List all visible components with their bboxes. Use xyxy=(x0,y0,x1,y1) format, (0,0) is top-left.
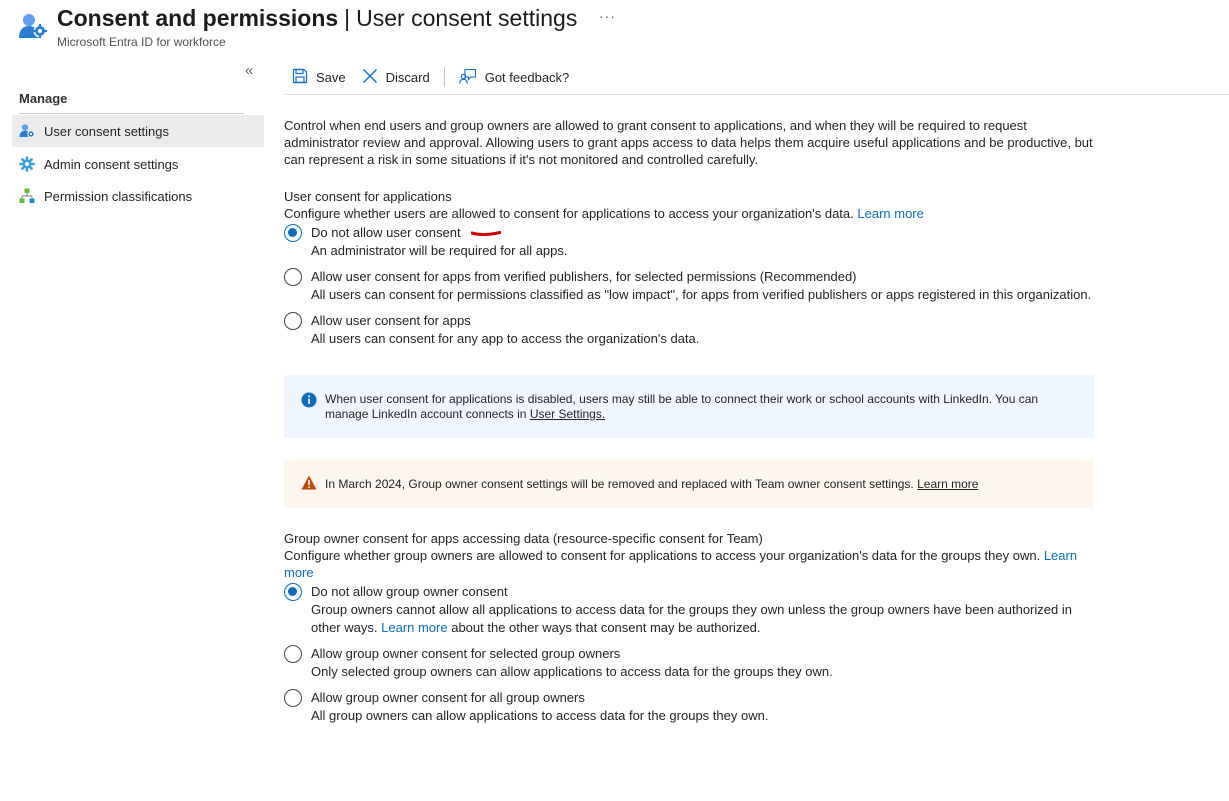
save-icon xyxy=(292,68,316,87)
command-bar xyxy=(284,63,577,91)
group-consent-heading: Group owner consent for apps accessing data (resource-specific consent for Team) xyxy=(284,531,763,546)
radio-description: Only selected group owners can allow applications to access data for the groups they own. xyxy=(311,664,833,679)
radio-description-text-after: about the other ways that consent may be authorized. xyxy=(451,620,761,635)
group-consent-description-text: Configure whether group owners are allowed to consent for applications to access your organization's data for the groups they own. xyxy=(284,548,1041,563)
sidebar-item-label: Permission classifications xyxy=(44,188,193,204)
group-owner-learn-more-link[interactable]: Learn more xyxy=(381,620,448,635)
warning-banner-text xyxy=(325,477,1075,492)
collapse-sidebar-button[interactable]: « xyxy=(245,62,254,79)
sidebar-item-permission-classifications[interactable] xyxy=(12,180,264,212)
user-settings-link[interactable]: User Settings. xyxy=(529,407,606,421)
radio-allow-selected-group-owners[interactable] xyxy=(284,645,302,663)
radio-label: Allow user consent for apps xyxy=(311,313,471,328)
feedback-icon xyxy=(459,68,485,87)
save-button[interactable] xyxy=(284,63,354,91)
toolbar-divider-line xyxy=(284,94,1229,95)
radio-description-text: Group owners cannot allow all applications to access data for the groups they own unless the group owners have been authorized in other ways. xyxy=(311,602,1072,635)
page-title-sub: User consent settings xyxy=(356,5,578,31)
sidebar-section-title: Manage xyxy=(19,91,68,106)
info-icon xyxy=(301,392,317,411)
radio-allow-all-group-owners[interactable] xyxy=(284,689,302,707)
annotation-underline-mark xyxy=(471,229,501,237)
radio-description: All users can consent for any app to access the organization's data. xyxy=(311,331,700,346)
radio-label: Do not allow user consent xyxy=(311,225,461,240)
radio-label: Allow user consent for apps from verified publishers, for selected permissions (Recommended) xyxy=(311,269,857,284)
sidebar-item-label: Admin consent settings xyxy=(44,156,179,172)
warning-learn-more-link[interactable]: Learn more xyxy=(917,477,979,491)
save-button-label: Save xyxy=(316,69,346,85)
sidebar-item-label: User consent settings xyxy=(44,123,170,139)
radio-label: Do not allow group owner consent xyxy=(311,584,508,599)
hierarchy-icon xyxy=(19,188,35,204)
user-consent-heading: User consent for applications xyxy=(284,189,452,204)
sidebar-divider xyxy=(19,113,244,114)
radio-do-not-allow-user-consent[interactable] xyxy=(284,224,302,242)
radio-allow-user-consent-all[interactable] xyxy=(284,312,302,330)
user-gear-icon xyxy=(18,12,48,40)
intro-text: Control when end users and group owners are allowed to grant consent to applications, and when they will be required to request administrator review and approval. Allowing users to grant apps access to data helps them acquire useful applications and be productive, but can represent a risk in some situations if it's not monitored and controlled carefully. xyxy=(284,118,1093,167)
sidebar-item-admin-consent-settings[interactable] xyxy=(12,148,264,180)
user-consent-description xyxy=(284,205,1104,222)
warning-banner xyxy=(284,459,1094,508)
page-title xyxy=(57,4,577,32)
discard-button[interactable] xyxy=(354,63,438,91)
radio-description: All group owners can allow applications to access data for the groups they own. xyxy=(311,708,769,723)
info-banner-text xyxy=(325,392,1075,422)
radio-do-not-allow-group-owner-consent[interactable] xyxy=(284,583,302,601)
group-consent-learn-more-link[interactable]: Learn more xyxy=(284,548,1078,580)
user-consent-learn-more-link[interactable]: Learn more xyxy=(857,206,924,221)
radio-description: An administrator will be required for all apps. xyxy=(311,243,568,258)
toolbar-divider xyxy=(444,67,445,87)
user-consent-description-text: Configure whether users are allowed to consent for applications to access your organization's data. xyxy=(284,206,854,221)
warning-icon xyxy=(301,475,317,493)
page-subtitle: Microsoft Entra ID for workforce xyxy=(57,35,226,49)
radio-label: Allow group owner consent for all group owners xyxy=(311,690,585,705)
radio-description xyxy=(311,601,1091,637)
radio-description: All users can consent for permissions classified as "low impact", for apps from verified publishers or apps registered in this organization. xyxy=(311,287,1092,302)
feedback-button-label: Got feedback? xyxy=(484,69,570,85)
page-title-separator: | xyxy=(344,5,351,31)
group-consent-description xyxy=(284,547,1084,581)
radio-allow-verified-publishers[interactable] xyxy=(284,268,302,286)
radio-label: Allow group owner consent for selected group owners xyxy=(311,646,621,661)
sidebar-item-user-consent-settings[interactable] xyxy=(12,115,264,147)
info-banner xyxy=(284,375,1094,438)
warning-banner-message: In March 2024, Group owner consent settings will be removed and replaced with Team owner consent settings. xyxy=(325,477,914,491)
close-icon xyxy=(362,68,386,87)
feedback-button[interactable] xyxy=(451,63,578,91)
user-gear-icon xyxy=(19,123,35,139)
more-options-button[interactable]: ··· xyxy=(599,8,616,24)
discard-button-label: Discard xyxy=(385,69,430,85)
gear-icon xyxy=(19,156,35,172)
info-banner-message: When user consent for applications is disabled, users may still be able to connect their work or school accounts with LinkedIn. You can manage LinkedIn account connects in xyxy=(325,392,1039,421)
page-title-main: Consent and permissions xyxy=(57,5,339,31)
